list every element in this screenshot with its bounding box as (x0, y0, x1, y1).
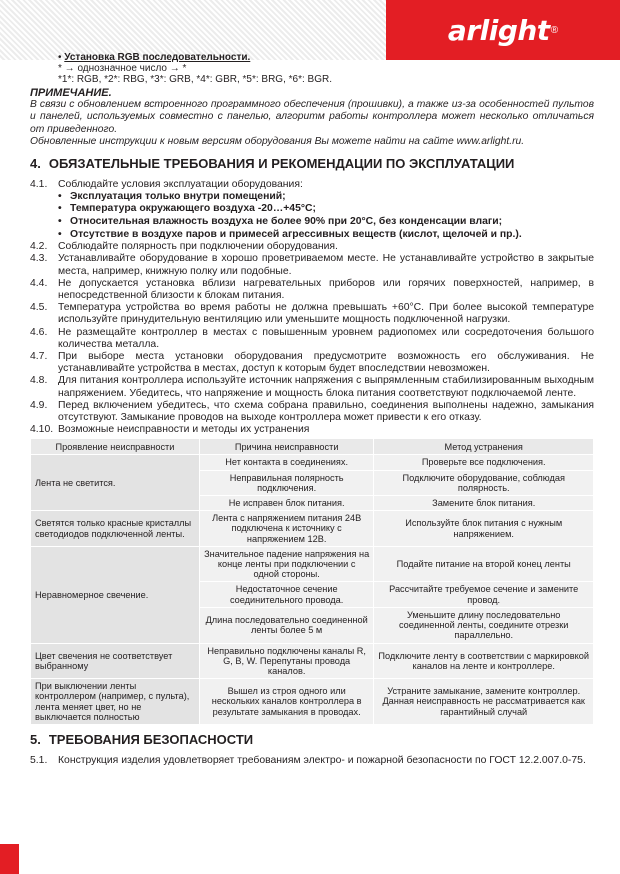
remedy-cell: Подайте питание на второй конец ленты (374, 546, 594, 582)
condition-item: • Температура окружающего воздуха -20…+45°C; (58, 203, 594, 216)
item-4-4: 4.4. Не допускается установка вблизи нагревательных приборов или горячих поверхностей, например, в непосредственной близости к блокам питания. (30, 277, 594, 302)
rgb-setup-block: • Установка RGB последовательности. * → однозначное число → * *1*: RGB, *2*: RBG, *3*: GRB, *4*: GBR, *5*: BRG, *6*: BGR. (30, 52, 594, 85)
note-paragraph-2: Обновленные инструкции к новым версиям оборудования Вы можете найти на сайте www.arlight.ru. (30, 136, 525, 148)
page-corner-marker (0, 844, 19, 874)
table-row (31, 511, 594, 547)
item-4-8: 4.8. Для питания контроллера используйте источник напряжения с выпрямленным стабилизированным выходным напряжением. Убедитесь, что напряжение и мощность блока питания соответствуют подключаемой ленте. (30, 375, 594, 399)
remedy-cell: Подключите оборудование, соблюдая полярность. (374, 470, 594, 495)
section-5-heading: 5. ТРЕБОВАНИЯ БЕЗОПАСНОСТИ (30, 731, 254, 747)
cause-cell: Вышел из строя одного или нескольких каналов контроллера в результате замыкания в проводах. (199, 679, 374, 725)
table-header-row (31, 439, 594, 455)
symptom-cell: Неравномерное свечение. (31, 546, 200, 643)
symptom-cell: При выключении ленты контроллером (например, с пульта), лента меняет цвет, но не выключается полностью (31, 679, 200, 725)
condition-item: • Эксплуатация только внутри помещений; (58, 191, 594, 204)
item-4-2: 4.2. Соблюдайте полярность при подключении оборудования. (30, 241, 338, 253)
remedy-cell: Используйте блок питания с нужным напряжением. (374, 511, 594, 547)
brand-logo (386, 0, 620, 60)
table-row (31, 679, 594, 725)
symptom-cell: Лента не светится. (31, 455, 200, 511)
column-header: Причина неисправности (199, 439, 374, 455)
section-5 (30, 732, 594, 767)
remedy-cell: Замените блок питания. (374, 496, 594, 511)
troubleshooting-table (30, 438, 594, 724)
item-4-1: 4.1. Соблюдайте условия эксплуатации оборудования: (30, 178, 303, 190)
symptom-cell: Светятся только красные кристаллы светодиодов подключенной ленты. (31, 511, 200, 547)
column-header: Проявление неисправности (31, 439, 200, 455)
cause-cell: Не исправен блок питания. (199, 496, 374, 511)
remedy-cell: Уменьшите длину последовательно соединенной ленты, соедините отрезки параллельно. (374, 607, 594, 643)
cause-cell: Лента с напряжением питания 24В подключена к источнику с напряжением 12В. (199, 511, 374, 547)
item-4-9: 4.9. Перед включением убедитесь, что схема собрана правильно, соединения выполнены надежно, замыкания отсутствуют. Замыкание проводов на выходе контроллера может привести к его отказу. (30, 399, 594, 424)
item-4-10: 4.10. Возможные неисправности и методы их устранения (30, 424, 310, 436)
cause-cell: Неправильно подключены каналы R, G, B, W. Перепутаны провода каналов. (199, 643, 374, 679)
symptom-cell: Цвет свечения не соответствует выбранному (31, 643, 200, 679)
item-4-3: 4.3. Устанавливайте оборудование в хорошо проветриваемом месте. Не устанавливайте устройство в закрытые места, например, книжную полку или подобные. (30, 253, 594, 277)
cause-cell: Нет контакта в соединениях. (199, 455, 374, 470)
cause-cell: Недостаточное сечение соединительного провода. (199, 582, 374, 607)
rgb-setup-codes: *1*: RGB, *2*: RBG, *3*: GRB, *4*: GBR, *5*: BRG, *6*: BGR. (58, 74, 332, 85)
remedy-cell: Проверьте все подключения. (374, 455, 594, 470)
remedy-cell: Устраните замыкание, замените контроллер. Данная неисправность не рассматривается как гарантийный случай (374, 679, 594, 725)
rgb-setup-title: Установка RGB последовательности. (64, 52, 251, 63)
item-4-5: 4.5. Температура устройства во время работы не должна превышать +60°C. При более высокой температуре используйте принудительную вентиляцию или уменьшите мощность подключенной нагрузки. (30, 302, 594, 326)
condition-item: • Относительная влажность воздуха не более 90% при 20°C, без конденсации влаги; (58, 216, 594, 229)
note-paragraph-1: В связи с обновлением встроенного программного обеспечения (прошивки), а также из-за особенностей пультов и панелей, используемых совместно с панелью, алгоритм работы контроллера может несколько отличаться от приведенного. (30, 99, 594, 135)
condition-item: • Отсутствие в воздухе паров и примесей агрессивных веществ (кислот, щелочей и пр.). (58, 229, 594, 242)
page-content (30, 52, 594, 767)
brand-name: arlight (447, 13, 550, 47)
operating-conditions-list (30, 191, 594, 241)
cause-cell: Значительное падение напряжения на конце ленты при подключении с одной стороны. (199, 546, 374, 582)
remedy-cell: Подключите ленту в соответствии с маркировкой каналов на ленте и контроллере. (374, 643, 594, 679)
table-row (31, 643, 594, 679)
cause-cell: Длина последовательно соединенной ленты более 5 м (199, 607, 374, 643)
item-4-6: 4.6. Не размещайте контроллер в местах с повышенным уровнем радиопомех или сосредоточения большого количества металла. (30, 326, 594, 350)
rgb-setup-sequence: * → однозначное число → * (58, 63, 187, 74)
header-pattern (0, 0, 386, 60)
item-5-1: 5.1. Конструкция изделия удовлетворяет требованиям электро- и пожарной безопасности по ГОСТ 12.2.007.0-75. (30, 754, 586, 766)
item-4-7: 4.7. При выборе места установки оборудования предусмотрите возможность его обслуживания. Не устанавливайте устройства в местах, доступ к которым будет впоследствии невозможен. (30, 351, 594, 375)
cause-cell: Неправильная полярность подключения. (199, 470, 374, 495)
registered-mark: ® (550, 24, 559, 36)
table-row (31, 546, 594, 582)
table-row (31, 455, 594, 470)
section-4-heading: 4. ОБЯЗАТЕЛЬНЫЕ ТРЕБОВАНИЯ И РЕКОМЕНДАЦИИ ПО ЭКСПЛУАТАЦИИ (30, 155, 515, 171)
remedy-cell: Рассчитайте требуемое сечение и замените провод. (374, 582, 594, 607)
note-heading: ПРИМЕЧАНИЕ. (30, 87, 112, 99)
column-header: Метод устранения (374, 439, 594, 455)
